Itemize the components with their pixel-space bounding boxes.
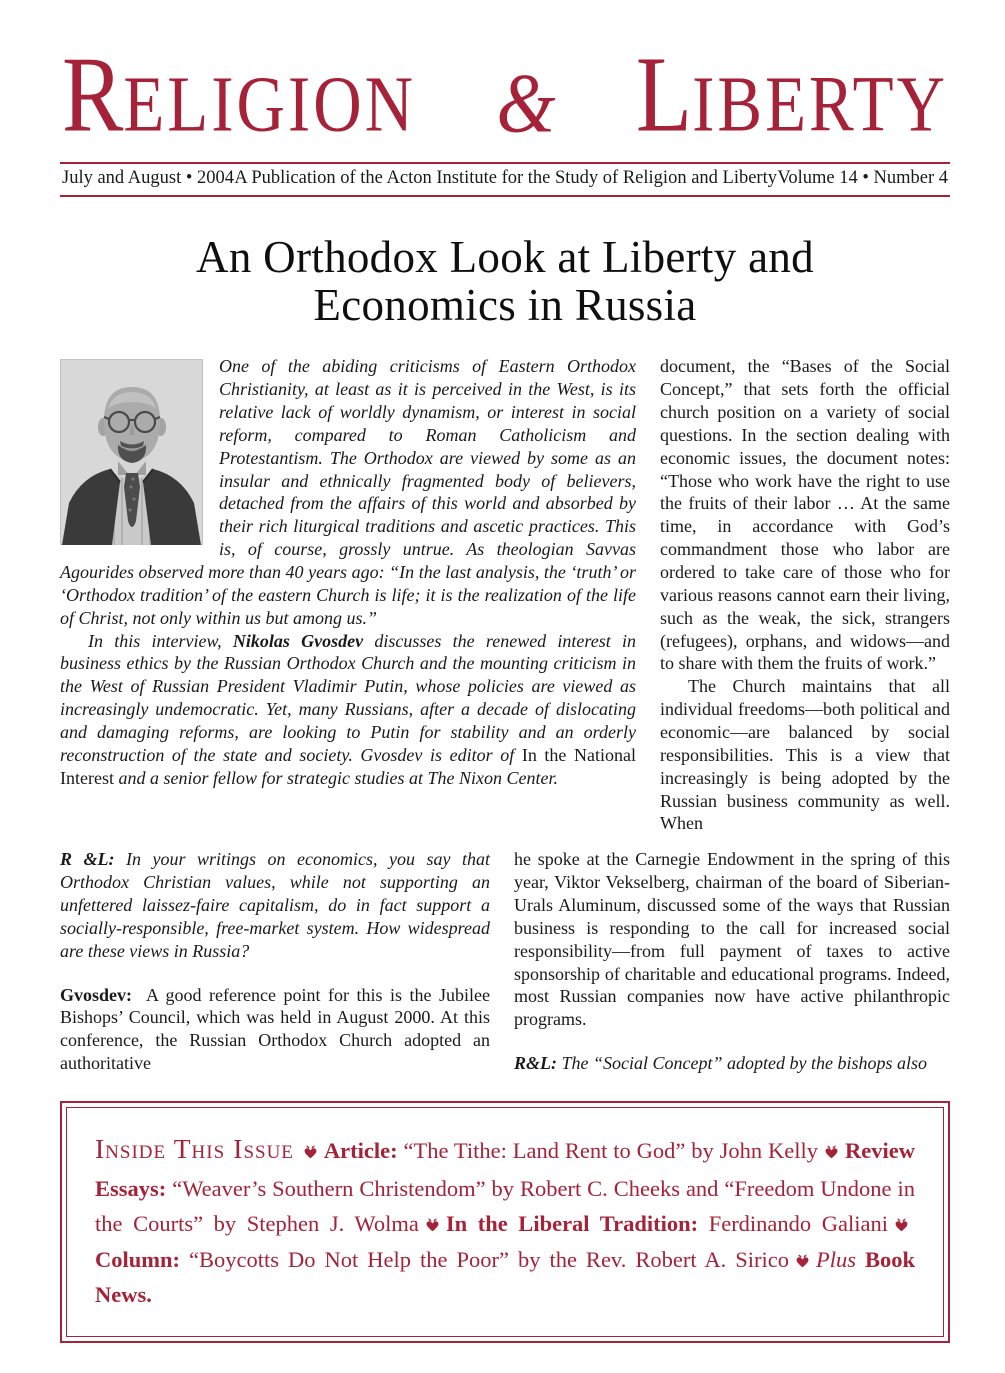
text-segment: he spoke at the Carnegie Endowment in the spring of this year, Viktor Vekselberg, chairman of the board of Siberian-Urals Aluminum, discussed some of the ways that Russian business is responding to the call for increased social responsibility—from full payment of taxes to active sponsorship of charitable and educational programs. Indeed, most Russian companies now have active philanthropic programs.	[514, 849, 950, 1030]
text-segment: In the National Interest	[60, 744, 637, 788]
inside-this-issue-box	[60, 1101, 950, 1343]
article-title-line1: An Orthodox Look at Liberty and	[196, 232, 814, 282]
text-segment: “The Tithe: Land Rent to God” by John Kelly	[397, 1138, 819, 1164]
text-segment: Column:	[95, 1246, 181, 1272]
text-segment: The Church maintains that all individual freedoms—both political and economic—are balanced by social responsibilities. This is a view that increasingly is being adopted by the Russian business community as well. When	[660, 676, 950, 834]
fleuron-ornament-icon	[425, 1218, 440, 1232]
text-segment: Nikolas Gvosdev	[232, 630, 364, 651]
right-paragraph-1	[660, 355, 950, 675]
text-segment: Article:	[323, 1138, 398, 1164]
inside-this-issue-text	[95, 1127, 915, 1313]
text-segment: “Boycotts Do Not Help the Poor” by the Rev. Robert A. Sirico	[180, 1246, 789, 1272]
volume-number: Volume 14 • Number 4	[777, 168, 948, 188]
fleuron-ornament-icon	[795, 1254, 810, 1268]
fleuron-ornament-icon	[894, 1218, 909, 1232]
text-segment: “Weaver’s Southern Christendom” by Robert C. Cheeks and “Freedom Undone in the Courts” by Stephen J. Wolma	[95, 1175, 915, 1237]
text-segment: document, the “Bases of the Social Concept,” that sets forth the official church position on a variety of social questions. In the section dealing with economic issues, the document notes: “Those who work have the right to use the fruits of their labor … At the same time, in accordance with God’s commandment those who labor are ordered to take care of those who for various reasons cannot earn their living, such as the weak, the sick, strangers (refugees), orphans, and widows—and to share with them the fruits of work.”	[660, 356, 950, 674]
article-title-line2: Economics in Russia	[313, 280, 697, 331]
right-paragraph-2-start	[660, 675, 950, 835]
text-segment: Review Essays:	[95, 1138, 915, 1201]
text-segment: Gvosdev:	[60, 984, 132, 1005]
text-segment: R&L:	[514, 1053, 557, 1074]
right-paragraph-2-continued	[514, 848, 950, 1031]
article-title	[60, 233, 950, 329]
inside-this-issue-heading: Inside This Issue	[95, 1133, 294, 1165]
article-body-bottom	[60, 848, 950, 1075]
text-segment: One of the abiding criticisms of Eastern Orthodox Christianity, at least as it is perceived in the West, is its relative lack of worldly dynamism, or interest in social reform, compared to Roman Catholicism and Protestantism. The Orthodox are viewed by some as an insular and ethnically fragmented body of believers, detached from the affairs of this world and absorbed by their rich liturgical traditions and ascetic practices. This is, of course, grossly untrue. As theologian Savvas Agourides observed more than 40 years ago: “In the last analysis, the ‘truth’ or ‘Orthodox tradition’ of the eastern Church is life; it is the realization of the life of Christ, not only within us but among us.”	[60, 356, 636, 628]
masthead-word-liberty	[635, 33, 948, 154]
rl-question-2	[514, 1052, 950, 1075]
intro-column	[60, 355, 636, 835]
masthead-ampersand: &	[496, 56, 556, 151]
portrait-photo-drawing	[60, 359, 203, 545]
masthead-title	[60, 33, 950, 154]
text-segment: Plus	[815, 1246, 856, 1272]
masthead	[60, 33, 950, 197]
masthead-rest-iberty: IBERTY	[692, 60, 948, 148]
qa-column	[60, 848, 490, 1075]
text-segment: Ferdinando Galiani	[698, 1211, 888, 1237]
masthead-rest-eligion: ELIGION	[123, 60, 417, 148]
masthead-initial-r: R	[62, 33, 124, 154]
masthead-word-religion	[62, 33, 417, 154]
gvosdev-answer-1	[60, 984, 490, 1075]
issue-date: July and August • 2004	[62, 168, 234, 188]
text-segment: In the Liberal Tradition:	[445, 1211, 699, 1237]
issue-info-bar	[60, 162, 950, 197]
text-segment: In your writings on economics, you say that Orthodox Christian values, while not supporting an unfettered laissez-faire capitalism, do in fact support a socially-responsible, free-market system. How widespread are these views in Russia?	[60, 849, 490, 961]
inside-this-issue-inner-border	[66, 1107, 944, 1337]
text-segment: In this interview,	[88, 630, 233, 651]
text-segment: and a senior fellow for strategic studies at The Nixon Center.	[113, 767, 558, 788]
masthead-initial-l: L	[635, 33, 693, 154]
text-segment: Book News.	[95, 1246, 915, 1308]
right-column-top	[660, 355, 950, 835]
text-segment: A good reference point for this is the Jubilee Bishops’ Council, which was held in August 2000. At this conference, the Russian Orthodox Church adopted an authoritative	[60, 984, 490, 1074]
gvosdev-portrait-photo	[60, 359, 203, 545]
rl-question-1	[60, 848, 490, 962]
text-segment: discusses the renewed interest in business ethics by the Russian Orthodox Church and the mounting criticism in the West of Russian President Vladimir Putin, whose policies are viewed as increasingly undemocratic. Yet, many Russians, after a decade of dislocating and damaging reforms, are looking to Putin for stability and an orderly reconstruction of the state and society. Gvosdev is editor of	[60, 630, 637, 765]
text-segment: R &L:	[60, 849, 115, 870]
article-body-top	[60, 355, 950, 835]
publisher-line: A Publication of the Acton Institute for the Study of Religion and Liberty	[234, 168, 777, 188]
text-segment: The “Social Concept” adopted by the bishops also	[557, 1053, 927, 1074]
right-column-bottom	[514, 848, 950, 1075]
fleuron-ornament-icon	[303, 1145, 318, 1159]
fleuron-ornament-icon	[824, 1145, 839, 1159]
intro-paragraph-2	[60, 630, 636, 790]
